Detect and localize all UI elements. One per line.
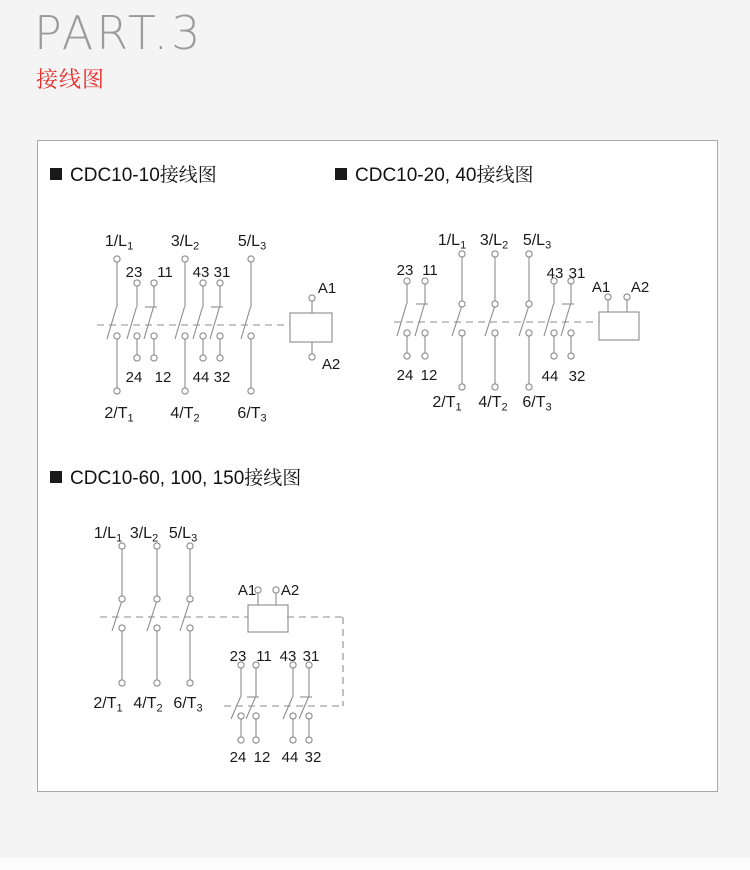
contact-top-label: 11 xyxy=(256,648,272,665)
contact-bottom-label: 12 xyxy=(253,749,271,766)
contact-bottom-label: $4/T_2$ xyxy=(478,394,508,414)
contact-top-label: $3/L_2$ xyxy=(170,233,200,253)
wiring-diagram-cdc10-20-40 xyxy=(394,232,649,414)
aux-contact-31 xyxy=(561,278,574,359)
aux-contact-31 xyxy=(210,280,223,361)
contact-bottom-label: 12 xyxy=(154,369,172,386)
contact-top-label: $5/L_3$ xyxy=(237,233,267,253)
coil-terminal-label: A1 xyxy=(591,279,611,296)
coil xyxy=(592,279,649,340)
aux-contact-11 xyxy=(415,278,428,359)
pole-contact xyxy=(485,251,498,390)
contact-top-label: 43 xyxy=(546,265,564,282)
aux-contact-11 xyxy=(144,280,157,361)
contact-bottom-label: 32 xyxy=(568,368,586,385)
aux-contact-43 xyxy=(193,280,206,361)
pole-contact xyxy=(519,251,532,390)
aux-contact-43 xyxy=(544,278,557,359)
pole-contact xyxy=(147,543,160,686)
coil-terminal-label: A2 xyxy=(321,356,341,373)
section-title-label: CDC10-10接线图 xyxy=(70,165,217,186)
contact-bottom-label: 44 xyxy=(192,369,210,386)
page-title: PART.3 xyxy=(34,6,204,60)
contact-top-label: 11 xyxy=(157,264,173,281)
section-title-label: CDC10-60, 100, 150接线图 xyxy=(70,468,302,489)
contact-top-label: 31 xyxy=(302,648,320,665)
pole-contact xyxy=(112,543,125,686)
aux-contact-31 xyxy=(299,662,312,743)
contact-top-label: 23 xyxy=(125,264,143,281)
wiring-diagram-cdc10-10 xyxy=(97,233,340,425)
contact-top-label: 43 xyxy=(192,264,210,281)
contact-top-label: $5/L_3$ xyxy=(168,525,198,545)
contact-bottom-label: $6/T_3$ xyxy=(173,695,203,715)
contact-top-label: $5/L_3$ xyxy=(522,232,552,252)
aux-contact-23 xyxy=(231,662,244,743)
contact-top-label: 31 xyxy=(213,264,231,281)
coil-terminal-label: A2 xyxy=(280,582,300,599)
contact-top-label: $1/L_1$ xyxy=(93,525,123,545)
contact-top-label: 11 xyxy=(422,262,438,279)
coil-terminal-label: A1 xyxy=(317,280,337,297)
contact-top-label: 31 xyxy=(568,265,586,282)
contact-bottom-label: $2/T_1$ xyxy=(432,394,462,414)
pole-contact xyxy=(180,543,193,686)
contact-bottom-label: $6/T_3$ xyxy=(522,394,552,414)
contact-bottom-label: $2/T_1$ xyxy=(93,695,123,715)
coil xyxy=(238,582,299,632)
page-subtitle: 接线图 xyxy=(36,67,106,92)
pole-contact xyxy=(452,251,465,390)
contact-bottom-label: 32 xyxy=(213,369,231,386)
aux-contact-11 xyxy=(246,662,259,743)
contact-top-label: $3/L_2$ xyxy=(479,232,509,252)
contact-top-label: 43 xyxy=(279,648,297,665)
contact-bottom-label: 44 xyxy=(281,749,299,766)
contact-bottom-label: $6/T_3$ xyxy=(237,405,267,425)
contact-bottom-label: $2/T_1$ xyxy=(104,405,134,425)
aux-contact-23 xyxy=(127,280,140,361)
wiring-diagram-cdc10-60-100-150 xyxy=(93,525,343,766)
contact-top-label: 23 xyxy=(396,262,414,279)
coil-terminal-label: A2 xyxy=(630,279,650,296)
contact-bottom-label: 24 xyxy=(396,367,414,384)
contact-bottom-label: 12 xyxy=(420,367,438,384)
contact-top-label: $3/L_2$ xyxy=(129,525,159,545)
aux-contact-23 xyxy=(397,278,410,359)
contact-top-label: $1/L_1$ xyxy=(104,233,134,253)
page-bottom-strip xyxy=(0,858,750,870)
coil xyxy=(290,280,340,373)
contact-bottom-label: 24 xyxy=(125,369,143,386)
section-title-label: CDC10-20, 40接线图 xyxy=(355,165,534,186)
contact-bottom-label: 32 xyxy=(304,749,322,766)
contact-top-label: 23 xyxy=(229,648,247,665)
aux-contact-43 xyxy=(283,662,296,743)
contact-top-label: $1/L_1$ xyxy=(437,232,467,252)
contact-bottom-label: 24 xyxy=(229,749,247,766)
coil-terminal-label: A1 xyxy=(237,582,257,599)
contact-bottom-label: $4/T_2$ xyxy=(133,695,163,715)
contact-bottom-label: $4/T_2$ xyxy=(170,405,200,425)
contact-bottom-label: 44 xyxy=(541,368,559,385)
